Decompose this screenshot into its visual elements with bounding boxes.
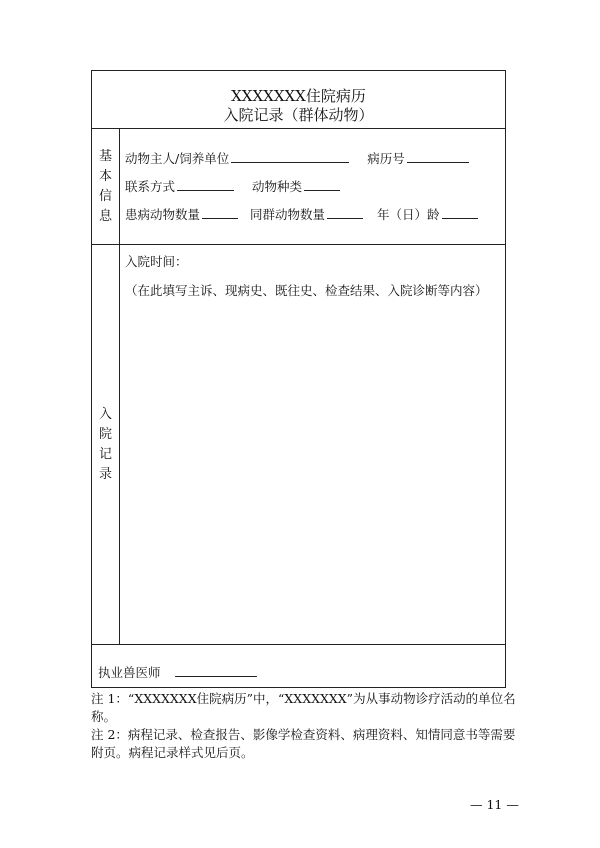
admission-record-side-label: 入 院 记 录 [92,245,120,644]
species-label: 动物种类 [252,179,303,194]
page-number: — 11 — [470,797,519,812]
admission-record-section [92,245,505,645]
record-no-field[interactable] [407,150,469,163]
basic-info-side-label: 基 本 信 息 [92,129,120,244]
note-2: 注 2：病程记录、检查报告、影像学检查资料、病理资料、知情同意书等需要附页。病程记录样式见后页。 [91,727,516,760]
age-field[interactable] [442,206,478,219]
record-no-label: 病历号 [367,151,405,166]
owner-label: 动物主人/饲养单位 [125,151,230,166]
age-label: 年（日）龄 [377,207,440,222]
note-1: 注 1：“XXXXXXX住院病历”中，“XXXXXXX”为从事动物诊疗活动的单位名称。 [91,691,516,724]
group-count-label: 同群动物数量 [250,207,326,222]
owner-field[interactable] [231,150,349,163]
contact-label: 联系方式 [125,179,176,194]
vet-label: 执业兽医师 [98,665,161,680]
form-title: XXXXXXX住院病历 [231,87,366,105]
admission-instructions: （在此填写主诉、现病史、既往史、检查结果、入院诊断等内容） [125,283,488,298]
group-count-field[interactable] [327,206,363,219]
form-subtitle: 入院记录（群体动物） [223,106,374,124]
admission-time-label: 入院时间： [125,254,188,269]
sick-count-label: 患病动物数量 [125,207,201,222]
sick-count-field[interactable] [202,206,238,219]
contact-field[interactable] [177,178,234,191]
basic-info-section [92,129,505,245]
species-field[interactable] [304,178,340,191]
admission-form [91,70,506,688]
vet-signature-field[interactable] [175,664,257,677]
vet-signature-row [98,663,259,681]
form-header [92,71,505,129]
count-row [125,205,480,223]
contact-row [125,177,342,195]
owner-row [125,149,471,167]
footnotes [91,690,521,762]
